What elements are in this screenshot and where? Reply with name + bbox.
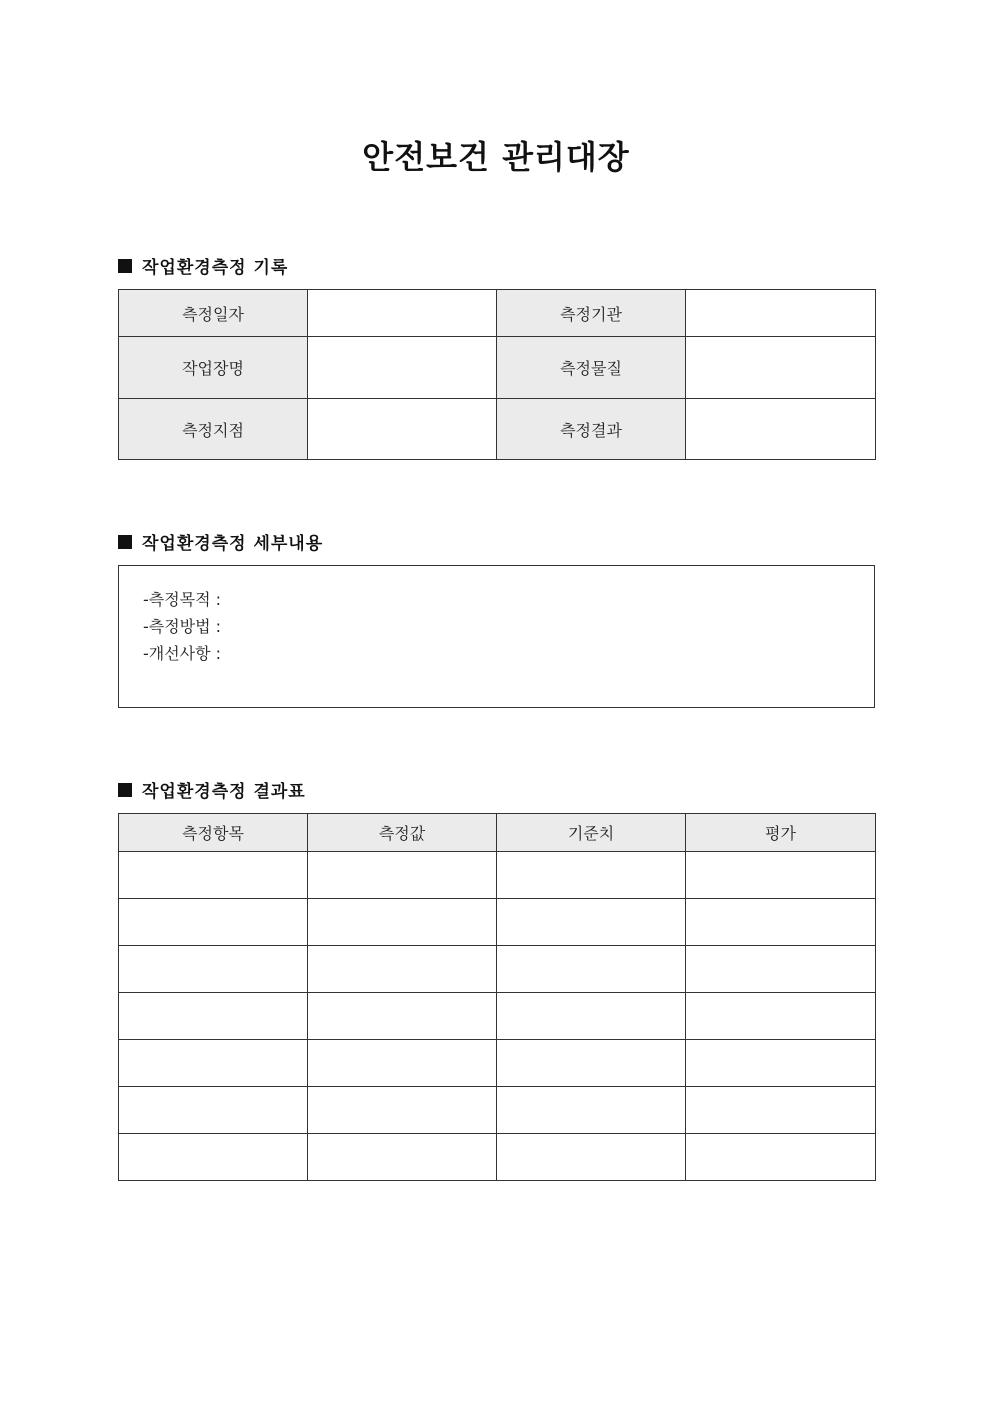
table-row (119, 1087, 876, 1134)
table-cell[interactable] (497, 899, 686, 946)
table-cell[interactable] (308, 1087, 497, 1134)
record-table (118, 289, 876, 460)
detail-purpose: -측정목적 : (143, 590, 222, 609)
table-cell[interactable] (497, 1087, 686, 1134)
table-cell[interactable] (497, 993, 686, 1040)
table-cell[interactable] (686, 852, 876, 899)
table-cell[interactable] (119, 993, 308, 1040)
page-title: 안전보건 관리대장 (362, 138, 630, 176)
table-row (119, 852, 876, 899)
results-header-row (119, 814, 876, 852)
square-bullet-icon (118, 783, 132, 797)
record-row (119, 290, 876, 337)
section-heading-details (118, 529, 323, 554)
table-cell[interactable] (686, 1134, 876, 1181)
column-header-evaluation: 평가 (686, 814, 876, 852)
label-measurement-agency: 측정기관 (497, 290, 686, 337)
table-cell[interactable] (497, 1040, 686, 1087)
section-heading-label: 작업환경측정 기록 (142, 258, 289, 278)
value-measurement-point[interactable] (308, 399, 497, 460)
detail-improvements: -개선사항 : (143, 644, 222, 663)
table-cell[interactable] (686, 1087, 876, 1134)
table-cell[interactable] (686, 993, 876, 1040)
results-table (118, 813, 876, 1181)
table-cell[interactable] (686, 899, 876, 946)
table-row (119, 1134, 876, 1181)
table-cell[interactable] (686, 946, 876, 993)
column-header-standard: 기준치 (497, 814, 686, 852)
details-list (119, 566, 874, 667)
label-measured-substance: 측정물질 (497, 337, 686, 399)
table-row (119, 1040, 876, 1087)
table-cell[interactable] (119, 1040, 308, 1087)
label-workplace-name: 작업장명 (119, 337, 308, 399)
table-cell[interactable] (308, 993, 497, 1040)
table-cell[interactable] (308, 852, 497, 899)
value-measured-substance[interactable] (686, 337, 876, 399)
label-measurement-date: 측정일자 (119, 290, 308, 337)
section-heading-label: 작업환경측정 결과표 (142, 782, 306, 802)
table-cell[interactable] (119, 1087, 308, 1134)
table-cell[interactable] (308, 899, 497, 946)
label-measurement-result: 측정결과 (497, 399, 686, 460)
table-cell[interactable] (308, 1134, 497, 1181)
table-cell[interactable] (308, 946, 497, 993)
column-header-item: 측정항목 (119, 814, 308, 852)
value-measurement-date[interactable] (308, 290, 497, 337)
detail-method: -측정방법 : (143, 617, 222, 636)
table-cell[interactable] (497, 852, 686, 899)
section-heading-record (118, 253, 288, 278)
table-cell[interactable] (497, 1134, 686, 1181)
table-cell[interactable] (119, 1134, 308, 1181)
square-bullet-icon (118, 259, 132, 273)
column-header-value: 측정값 (308, 814, 497, 852)
record-row (119, 399, 876, 460)
table-cell[interactable] (119, 946, 308, 993)
table-row (119, 993, 876, 1040)
details-box[interactable] (118, 565, 875, 708)
table-row (119, 899, 876, 946)
section-heading-results (118, 777, 306, 802)
table-cell[interactable] (308, 1040, 497, 1087)
record-row (119, 337, 876, 399)
square-bullet-icon (118, 535, 132, 549)
label-measurement-point: 측정지점 (119, 399, 308, 460)
value-workplace-name[interactable] (308, 337, 497, 399)
table-row (119, 946, 876, 993)
value-measurement-result[interactable] (686, 399, 876, 460)
table-cell[interactable] (686, 1040, 876, 1087)
table-cell[interactable] (497, 946, 686, 993)
value-measurement-agency[interactable] (686, 290, 876, 337)
table-cell[interactable] (119, 899, 308, 946)
section-heading-label: 작업환경측정 세부내용 (142, 534, 324, 554)
table-cell[interactable] (119, 852, 308, 899)
